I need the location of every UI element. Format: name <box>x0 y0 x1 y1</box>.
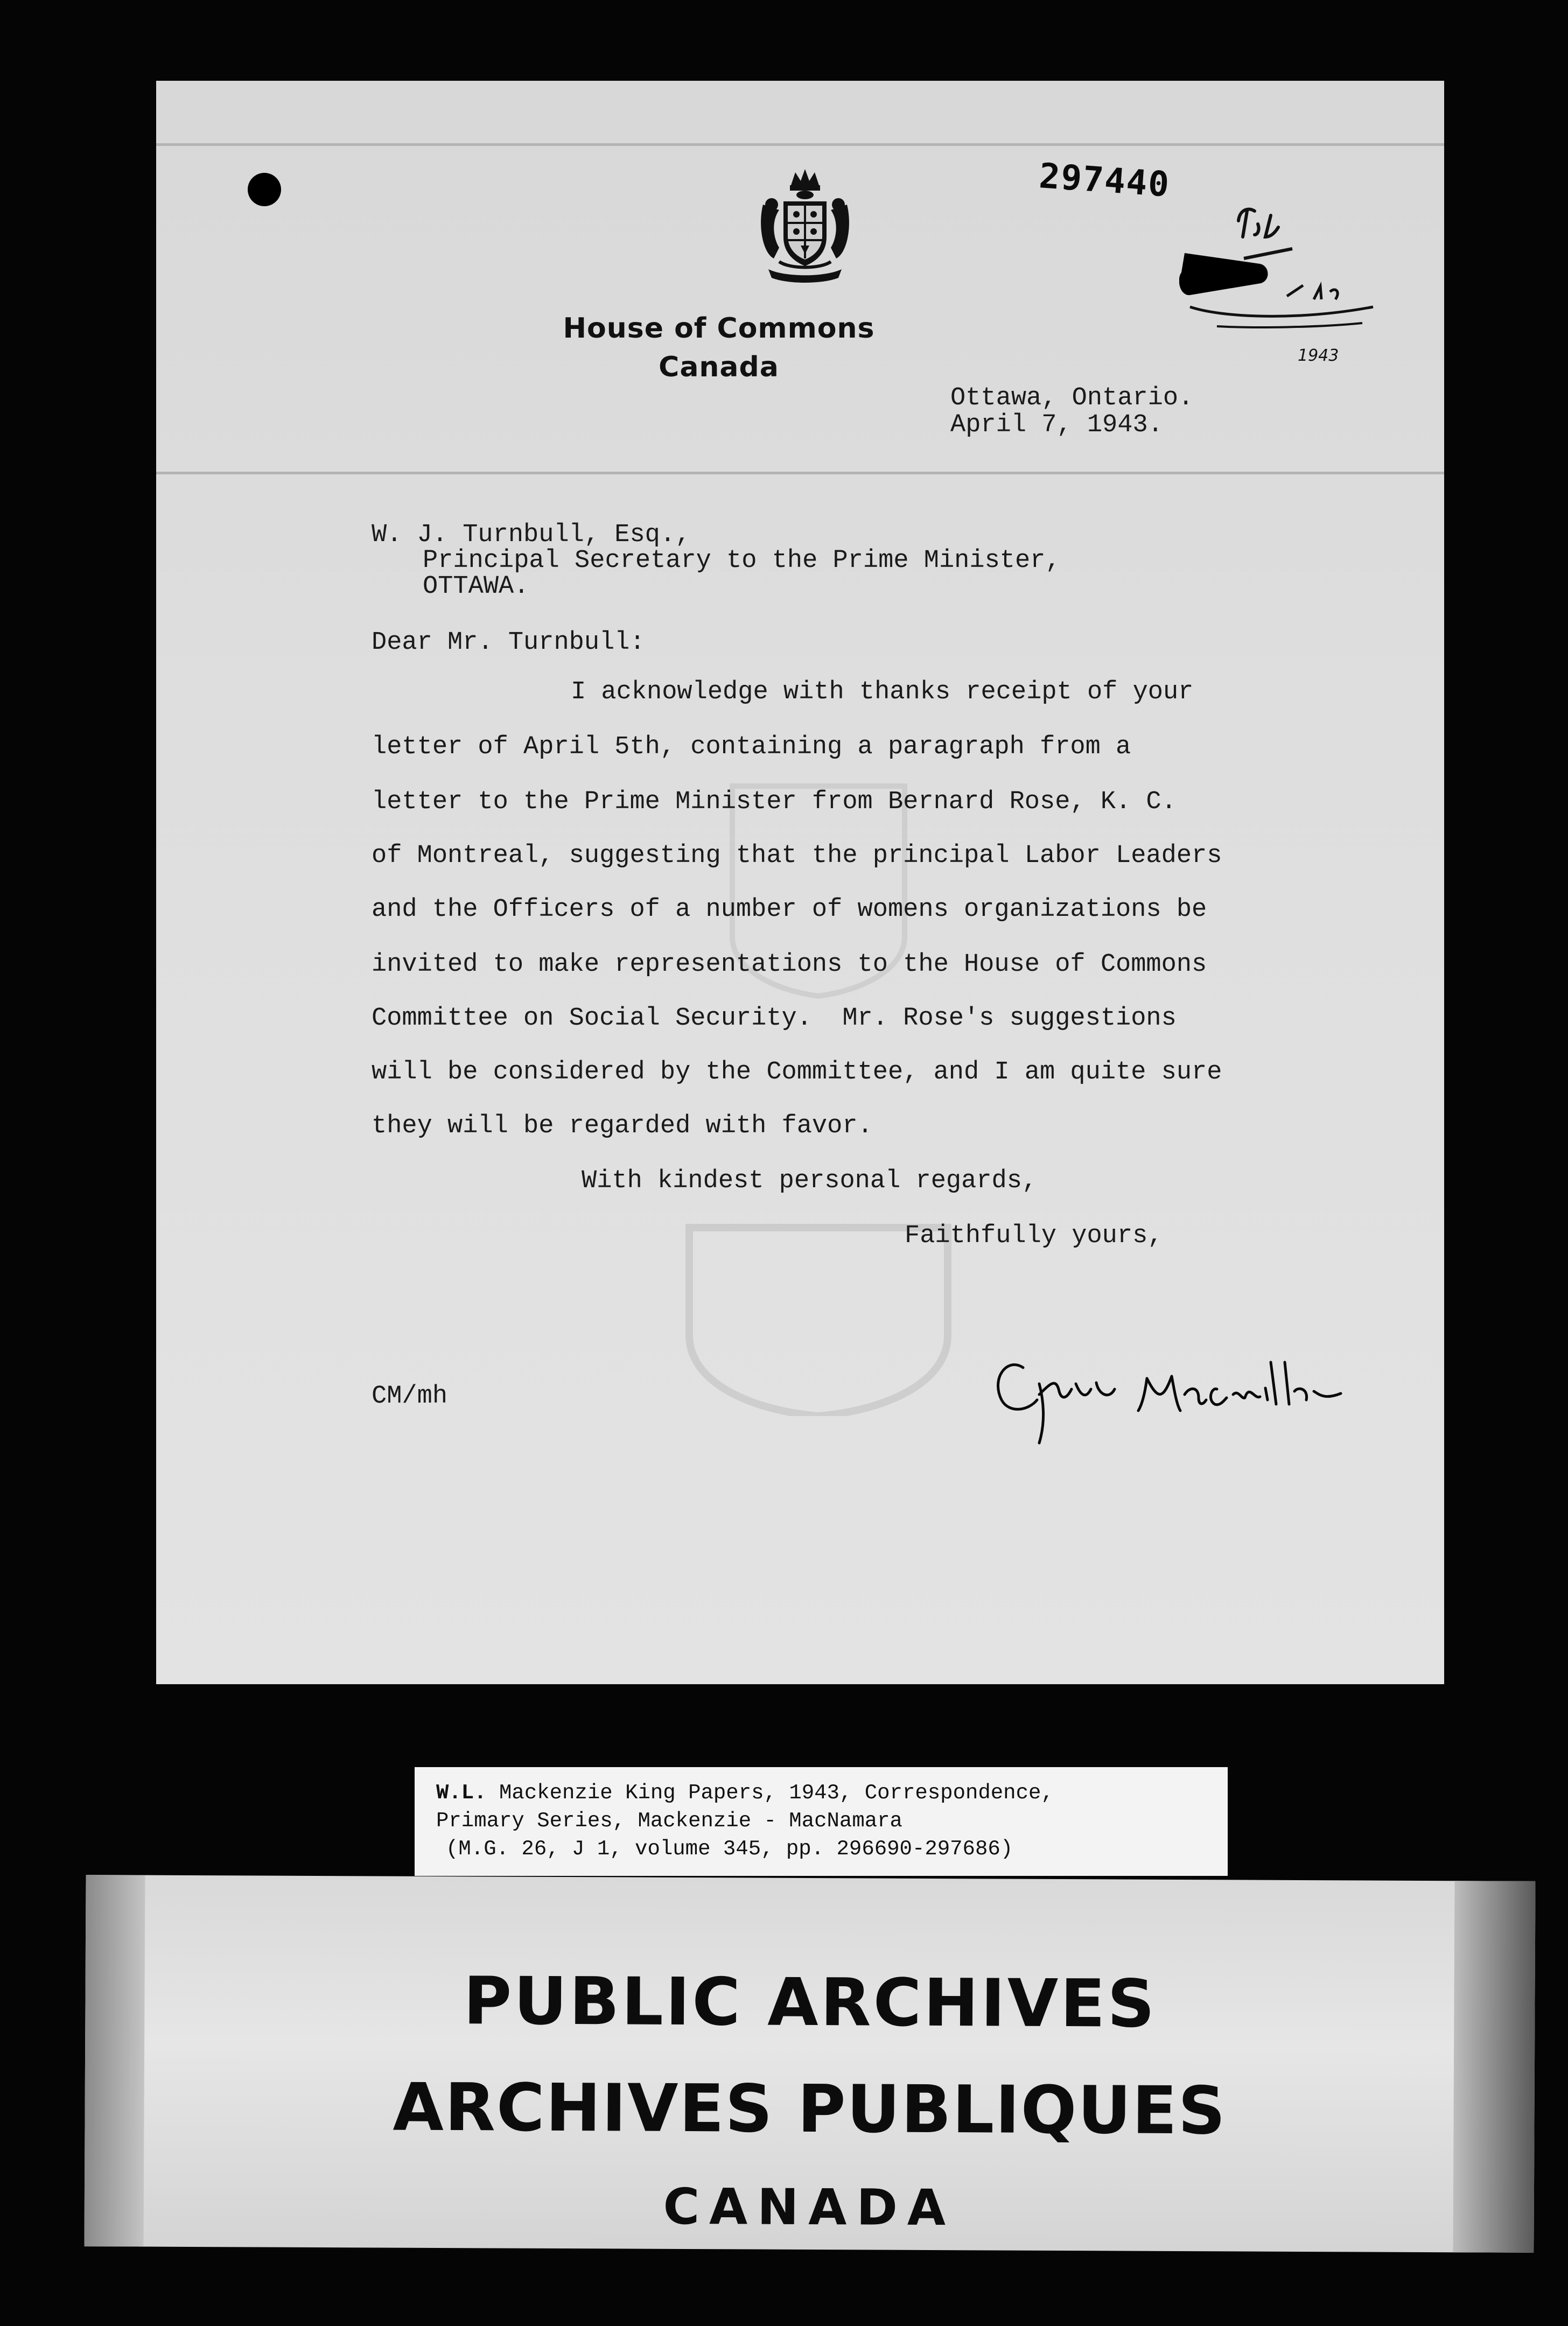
svg-text:1943: 1943 <box>1298 346 1339 365</box>
letter-place: Ottawa, Ontario. <box>950 384 1194 412</box>
body-line: they will be regarded with favor. <box>372 1112 873 1140</box>
reference-collection: Mackenzie King Papers, 1943, Correspondence, <box>486 1781 1054 1805</box>
archives-board <box>85 1875 1536 2253</box>
recipient-city: OTTAWA. <box>423 572 529 601</box>
recipient-title: Principal Secretary to the Prime Minister, <box>423 547 1061 575</box>
letterhead-top-rule <box>156 143 1444 146</box>
coat-of-arms-icon <box>758 167 852 285</box>
reference-label <box>415 1767 1228 1876</box>
reference-initials: W.L. <box>436 1781 487 1805</box>
reference-line-1 <box>436 1779 1228 1807</box>
signature <box>985 1319 1352 1448</box>
archives-title-french: ARCHIVES PUBLIQUES <box>393 2069 1227 2149</box>
body-line: letter to the Prime Minister from Bernard Rose, K. C. <box>372 788 1177 816</box>
letter-date: April 7, 1943. <box>950 411 1163 439</box>
letterhead-country: Canada <box>659 351 779 383</box>
body-line: will be considered by the Committee, and I am quite sure <box>372 1058 1222 1087</box>
letterhead-title: House of Commons <box>563 312 875 345</box>
body-line: I acknowledge with thanks receipt of your <box>571 678 1194 706</box>
letterhead-bottom-rule <box>156 472 1444 474</box>
file-annotation-mark <box>1179 199 1384 372</box>
closing-line: Faithfully yours, <box>905 1222 1163 1250</box>
body-line: letter of April 5th, containing a paragraph from a <box>372 733 1131 761</box>
recipient-name: W. J. Turnbull, Esq., <box>372 521 691 549</box>
salutation: Dear Mr. Turnbull: <box>372 628 645 657</box>
typist-initials: CM/mh <box>372 1382 448 1411</box>
body-line: of Montreal, suggesting that the principal Labor Leaders <box>372 842 1222 870</box>
reference-line-2: Primary Series, Mackenzie - MacNamara <box>436 1809 902 1833</box>
body-line: invited to make representations to the House of Commons <box>372 950 1207 979</box>
body-line: and the Officers of a number of womens organizations be <box>372 895 1207 924</box>
regards-line: With kindest personal regards, <box>582 1167 1038 1195</box>
archives-country: CANADA <box>663 2177 956 2237</box>
letter-sheet <box>156 81 1444 1684</box>
reference-line-3: (M.G. 26, J 1, volume 345, pp. 296690-297686) <box>446 1837 1013 1861</box>
file-number-stamp: 297440 <box>1038 156 1172 205</box>
body-line: Committee on Social Security. Mr. Rose's suggestions <box>372 1004 1177 1033</box>
archives-title-english: PUBLIC ARCHIVES <box>463 1963 1157 2042</box>
punch-hole <box>248 173 281 206</box>
